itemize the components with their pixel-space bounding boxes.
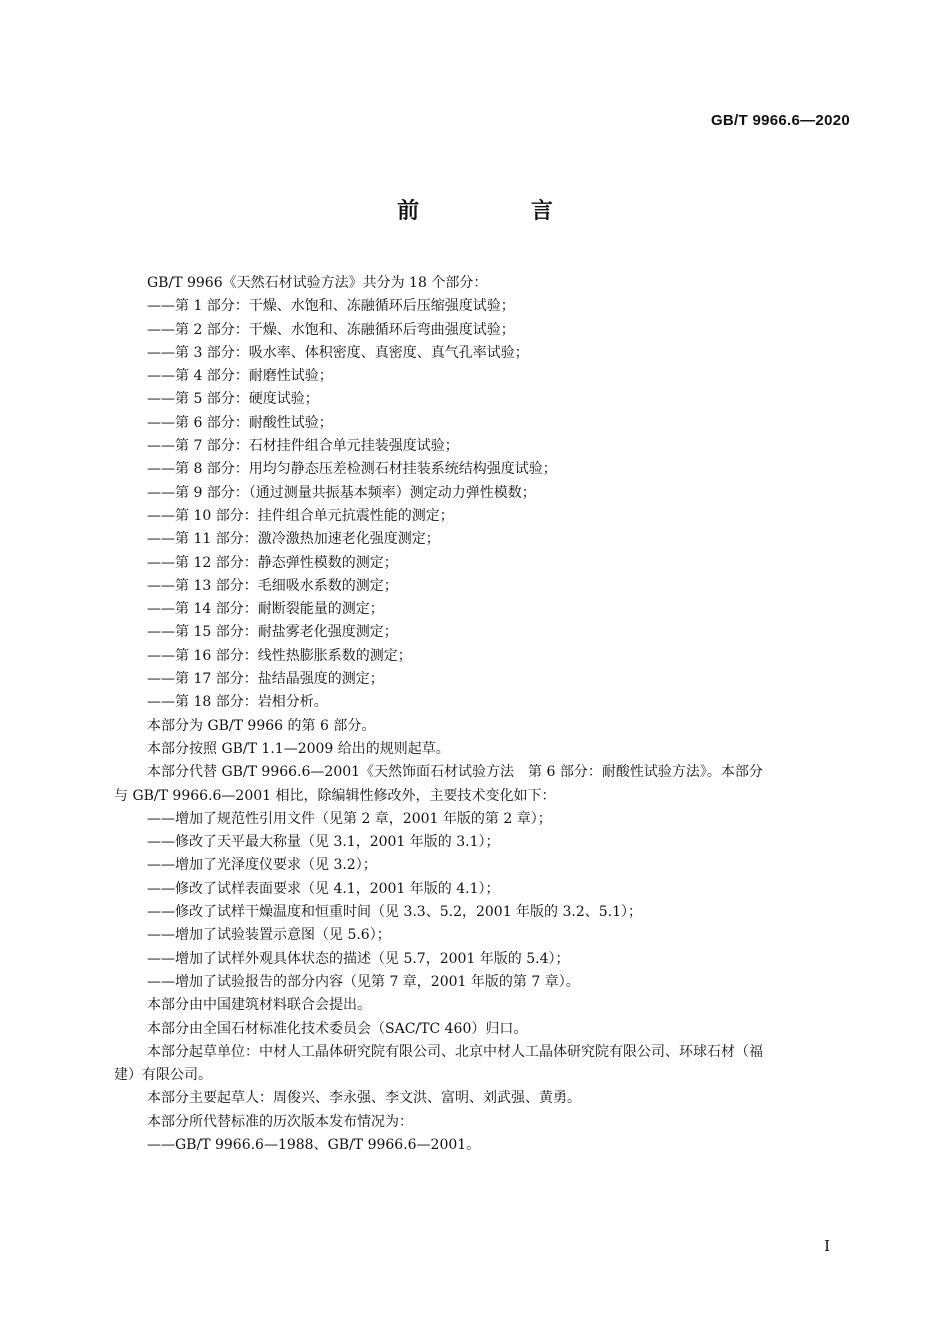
list-item: ——第 14 部分：耐断裂能量的测定； <box>147 601 384 618</box>
list-item: ——第 13 部分：毛细吸水系数的测定； <box>147 577 398 594</box>
list-item: ——GB/T 9966.6—1988、GB/T 9966.6—2001。 <box>147 1136 481 1153</box>
standard-code: GB/T 9966.6—2020 <box>710 112 850 129</box>
list-item: ——修改了天平最大称量（见 3.1，2001 年版的 3.1）； <box>147 834 500 851</box>
list-item: ——修改了试样表面要求（见 4.1，2001 年版的 4.1）； <box>147 880 500 897</box>
paragraph: 本部分由中国建筑材料联合会提出。 <box>147 997 371 1014</box>
list-item: ——第 18 部分：岩相分析。 <box>147 694 328 711</box>
list-item: ——第 1 部分：干燥、水饱和、冻融循环后压缩强度试验； <box>147 298 515 315</box>
list-item: ——第 10 部分：挂件组合单元抗震性能的测定； <box>147 507 454 524</box>
paragraph-continuation: 建）有限公司。 <box>114 1067 212 1084</box>
page-number: I <box>824 1237 830 1255</box>
list-item: ——第 4 部分：耐磨性试验； <box>147 368 333 385</box>
list-item: ——第 5 部分：硬度试验； <box>147 391 319 408</box>
page-title: 前 言 <box>397 199 605 224</box>
list-item: ——第 11 部分：激冷激热加速老化强度测定； <box>147 531 440 548</box>
paragraph: 本部分所代替标准的历次版本发布情况为： <box>147 1113 413 1130</box>
list-item: ——第 9 部分：（通过测量共振基本频率）测定动力弹性模数； <box>147 484 536 501</box>
paragraph: GB/T 9966《天然石材试验方法》共分为 18 个部分： <box>147 275 488 291</box>
list-item: ——第 7 部分：石材挂件组合单元挂装强度试验； <box>147 438 459 455</box>
list-item: ——修改了试样干燥温度和恒重时间（见 3.3、5.2，2001 年版的 3.2、5.1）； <box>147 904 643 921</box>
list-item: ——第 15 部分：耐盐雾老化强度测定； <box>147 624 398 641</box>
paragraph: 本部分为 GB/T 9966 的第 6 部分。 <box>147 717 376 734</box>
list-item: ——增加了试验装置示意图（见 5.6）； <box>147 927 391 944</box>
list-item: ——第 6 部分：耐酸性试验； <box>147 414 333 431</box>
list-item: ——第 16 部分：线性热膨胀系数的测定； <box>147 647 412 664</box>
list-item: ——第 3 部分：吸水率、体积密度、真密度、真气孔率试验； <box>147 344 529 361</box>
list-item: ——第 8 部分：用均匀静态压差检测石材挂装系统结构强度试验； <box>147 461 557 478</box>
paragraph-continuation: 与 GB/T 9966.6—2001 相比，除编辑性修改外，主要技术变化如下： <box>114 787 556 804</box>
list-item: ——第 12 部分：静态弹性模数的测定； <box>147 554 398 571</box>
paragraph: 本部分起草单位：中材人工晶体研究院有限公司、北京中材人工晶体研究院有限公司、环球石材（福 <box>147 1043 763 1060</box>
list-item: ——增加了规范性引用文件（见第 2 章，2001 年版的第 2 章）； <box>147 810 552 827</box>
paragraph: 本部分主要起草人：周俊兴、李永强、李文洪、富明、刘武强、黄勇。 <box>147 1090 581 1107</box>
list-item: ——增加了光泽度仪要求（见 3.2）； <box>147 857 377 874</box>
list-item: ——增加了试验报告的部分内容（见第 7 章，2001 年版的第 7 章）。 <box>147 973 580 990</box>
list-item: ——增加了试样外观具体状态的描述（见 5.7，2001 年版的 5.4）； <box>147 950 570 967</box>
list-item: ——第 17 部分：盐结晶强度的测定； <box>147 671 384 688</box>
paragraph: 本部分按照 GB/T 1.1—2009 给出的规则起草。 <box>147 740 450 757</box>
list-item: ——第 2 部分：干燥、水饱和、冻融循环后弯曲强度试验； <box>147 321 515 338</box>
paragraph: 本部分代替 GB/T 9966.6—2001《天然饰面石材试验方法 第 6 部分：耐酸性试验方法》。本部分 <box>147 764 763 781</box>
foreword-body <box>114 272 850 1157</box>
paragraph: 本部分由全国石材标准化技术委员会（SAC/TC 460）归口。 <box>147 1020 528 1037</box>
